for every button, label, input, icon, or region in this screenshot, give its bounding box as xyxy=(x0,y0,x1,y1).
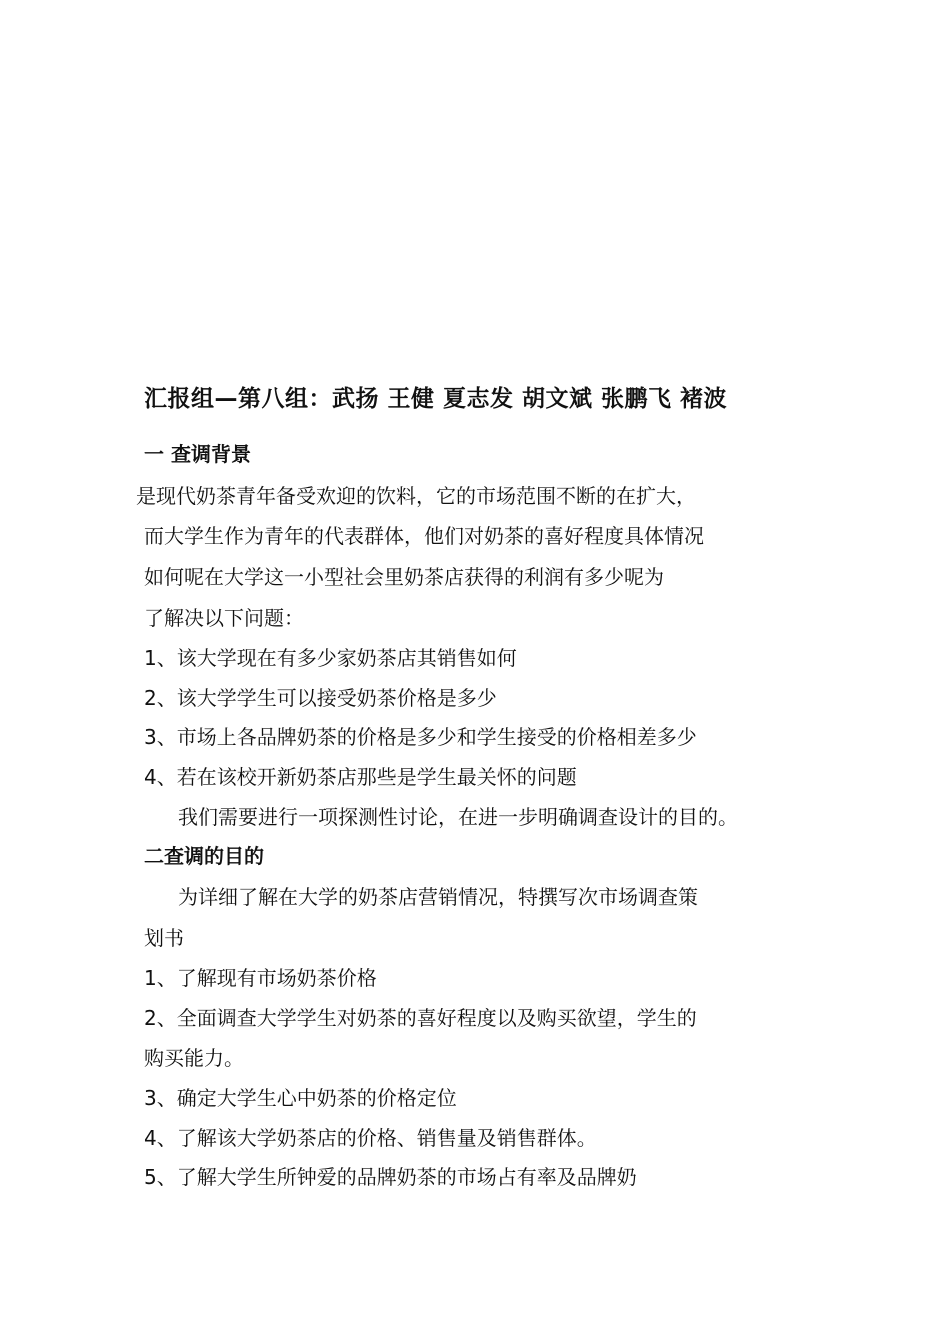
section-1-paragraph-line: 是现代奶茶青年备受欢迎的饮料，它的市场范围不断的在扩大， xyxy=(136,484,696,508)
section-1-paragraph-line: 了解决以下问题： xyxy=(144,606,304,630)
section-2-intro-line: 划书 xyxy=(144,926,184,950)
section-2-heading: 二查调的目的 xyxy=(144,844,264,868)
section-2-list-item: 1、了解现有市场奶茶价格 xyxy=(144,966,377,990)
section-2-intro-line: 为详细了解在大学的奶茶店营销情况，特撰写次市场调查策 xyxy=(178,885,698,909)
section-1-paragraph-line: 如何呢在大学这一小型社会里奶茶店获得的利润有多少呢为 xyxy=(144,565,664,589)
section-1-list-item: 1、该大学现在有多少家奶茶店其销售如何 xyxy=(144,646,517,670)
section-1-heading: 一 查调背景 xyxy=(144,442,251,466)
section-2-list-item: 3、确定大学生心中奶茶的价格定位 xyxy=(144,1086,457,1110)
section-1-closing: 我们需要进行一项探测性讨论，在进一步明确调查设计的目的。 xyxy=(178,805,738,829)
section-2-list-item: 购买能力。 xyxy=(144,1046,244,1070)
section-1-paragraph-line: 而大学生作为青年的代表群体，他们对奶茶的喜好程度具体情况 xyxy=(144,524,704,548)
section-1-list-item: 2、该大学学生可以接受奶茶价格是多少 xyxy=(144,686,497,710)
section-2-list-item: 5、了解大学生所钟爱的品牌奶茶的市场占有率及品牌奶 xyxy=(144,1165,637,1189)
section-1-list-item: 4、若在该校开新奶茶店那些是学生最关怀的问题 xyxy=(144,765,577,789)
document-title: 汇报组—第八组：武扬 王健 夏志发 胡文斌 张鹏飞 褚波 xyxy=(144,386,728,412)
section-1-list-item: 3、市场上各品牌奶茶的价格是多少和学生接受的价格相差多少 xyxy=(144,725,697,749)
section-2-list-item: 2、全面调查大学学生对奶茶的喜好程度以及购买欲望，学生的 xyxy=(144,1006,697,1030)
section-2-list-item: 4、了解该大学奶茶店的价格、销售量及销售群体。 xyxy=(144,1126,597,1150)
